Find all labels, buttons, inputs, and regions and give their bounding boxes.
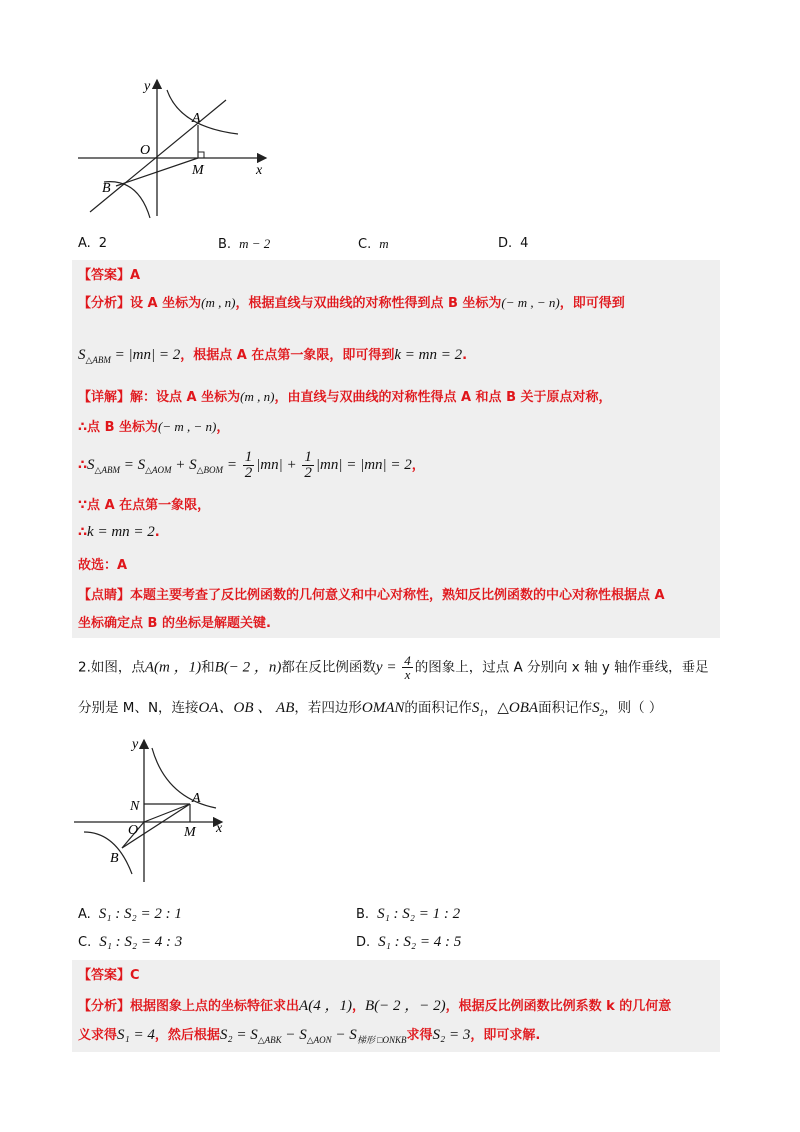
q2-solution-box	[72, 960, 720, 1052]
q1-option-a[interactable]: A. 2	[78, 236, 108, 251]
b-label: B	[110, 851, 119, 866]
q2-option-b[interactable]: B. S₁ : S₂ = 1 : 2	[356, 906, 461, 922]
b-label: B	[102, 181, 111, 196]
q1-detail-line4: ∵点 A 在点第一象限，	[78, 498, 211, 513]
q1-comment-line1: 【点睛】本题主要考查了反比例函数的几何意义和中心对称性，熟知反比例函数的中心对称性根据点 A	[78, 588, 665, 603]
q1-solution-box	[72, 260, 720, 638]
q1-analysis-line2: $S_{\triangle ABM} = |mn| = 2$，根据点 A 在点第一象限，即可得到k = mn = 2.	[78, 347, 468, 365]
q1-option-d[interactable]: D. 4	[498, 236, 529, 251]
q1-option-c[interactable]: C. m	[358, 236, 389, 252]
q1-detail-line2: ∴点 B 坐标为(− m , − n)，	[78, 419, 230, 435]
q2-analysis-line1: 【分析】根据图象上点的坐标特征求出A(4 ，1)，B(− 2 ，− 2)，根据反比例函数比例系数 k 的几何意	[78, 998, 672, 1014]
hyperbola-branch-3	[84, 832, 132, 874]
m-label: M	[184, 825, 196, 840]
q2-analysis-line2: 义求得S₁ = 4，然后根据$S_2 = S_{\triangle ABK} - S_{\triangle AON} - S_{梯形 □ONKB}$求得S₂ = 3，即可求解.	[78, 1027, 541, 1045]
q2-figure	[70, 734, 240, 884]
fraction-4-over-x: $\frac{4}{x}$	[404, 653, 411, 682]
q1-option-b[interactable]: B. m − 2	[218, 236, 271, 252]
q1-detail-line5: ∴k = mn = 2.	[78, 524, 160, 540]
x-label: x	[216, 821, 223, 836]
fraction-half-2: $\frac{1}{2}$	[304, 449, 312, 481]
q2-answer: 【答案】C	[78, 968, 140, 983]
q1-detail-line1: 【详解】解：设点 A 坐标为(m , n)，由直线与双曲线的对称性得点 A 和点 B 关于原点对称，	[78, 389, 612, 405]
x-label: x	[256, 163, 263, 178]
fraction-half-1: $\frac{1}{2}$	[244, 449, 253, 481]
y-label: y	[144, 79, 151, 94]
o-label: O	[128, 823, 139, 838]
hyperbola-branch-1	[167, 90, 238, 134]
hyperbola-branch-1	[152, 748, 216, 808]
a-label: A	[192, 791, 201, 806]
q2-stem-line2: 分别是 M、N，连接OA、OB 、 AB，若四边形OMAN的面积记作$S_1$，△OBA面积记作$S_2$，则（ ）	[78, 700, 663, 718]
y-label: y	[132, 737, 139, 752]
q1-analysis-line1: 【分析】设 A 坐标为(m , n)，根据直线与双曲线的对称性得到点 B 坐标为(− m , − n)，即可得到	[78, 295, 625, 311]
q2-stem-line1: 2.如图，点A(m ，1)和B(− 2 ，n)都在反比例函数y = $\frac{4}{x}$ 的图象上，过点 A 分别向 x 轴 y 轴作垂线，垂足	[78, 653, 709, 682]
q1-figure	[70, 72, 280, 222]
hyperbola-branch-3	[104, 182, 150, 218]
right-angle-mark	[198, 152, 204, 158]
q2-option-c[interactable]: C. S₁ : S₂ = 4 : 3	[78, 934, 183, 950]
q1-detail-choice: 故选：A	[78, 558, 128, 573]
q2-option-a[interactable]: A. S₁ : S₂ = 2 : 1	[78, 906, 182, 922]
q1-answer: 【答案】A	[78, 268, 141, 283]
q1-comment-line2: 坐标确定点 B 的坐标是解题关键.	[78, 616, 271, 631]
o-label: O	[140, 143, 151, 158]
m-label: M	[192, 163, 204, 178]
q1-detail-line3: $\therefore S_{\triangle ABM} = S_{\triangle AOM} + S_{\triangle BOM}$ = $\frac{1}{2}$ |mn| + $\frac{1}{2}$ |mn| = |mn| = 2，	[78, 449, 425, 481]
q2-option-d[interactable]: D. S₁ : S₂ = 4 : 5	[356, 934, 462, 950]
n-label: N	[130, 799, 140, 814]
a-label: A	[192, 111, 201, 126]
